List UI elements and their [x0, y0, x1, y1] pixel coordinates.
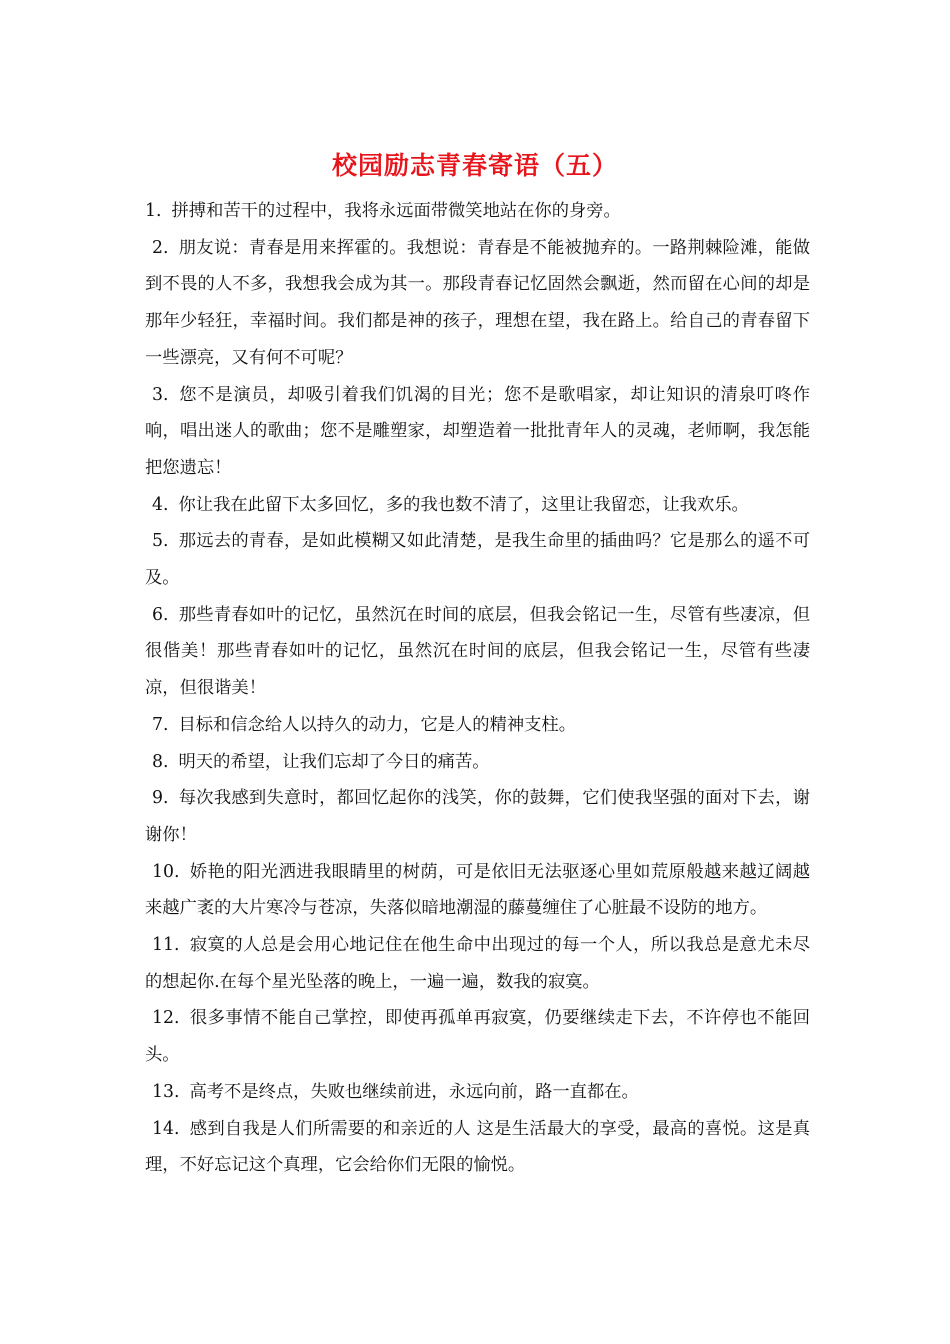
- document-title: 校园励志青春寄语（五）: [331, 151, 618, 180]
- item-number: 13.: [152, 1081, 180, 1102]
- list-item: [145, 597, 810, 707]
- item-number: 1.: [145, 201, 162, 221]
- item-number: 11.: [152, 935, 180, 956]
- item-text: 感到自我是人们所需要的和亲近的人 这是生活最大的享受，最高的喜悦。这是真理，不好忘记这个真理，它会给你们无限的愉悦。: [145, 1118, 810, 1176]
- list-item: [145, 193, 810, 230]
- item-number: 3.: [152, 384, 169, 405]
- item-text: 很多事情不能自己掌控，即使再孤单再寂寞，仍要继续走下去，不许停也不能回头。: [145, 1008, 810, 1066]
- item-number: 4.: [152, 494, 169, 515]
- list-item: [145, 230, 810, 377]
- item-number: 5.: [152, 531, 169, 552]
- list-item: [145, 854, 810, 927]
- item-number: 2.: [152, 237, 169, 258]
- item-number: 14.: [152, 1118, 180, 1139]
- item-text: 每次我感到失意时，都回忆起你的浅笑，你的鼓舞，它们使我坚强的面对下去，谢谢你！: [145, 788, 810, 845]
- list-item: [145, 744, 810, 781]
- item-text: 明天的希望，让我们忘却了今日的痛苦。: [178, 751, 490, 772]
- item-number: 7.: [152, 714, 169, 735]
- list-item: [145, 487, 810, 524]
- list-item: [145, 1111, 810, 1184]
- item-text: 娇艳的阳光洒进我眼睛里的树荫，可是依旧无法驱逐心里如荒原般越来越辽阔越来越广袤的大片寒冷与苍凉，失落似暗地潮湿的藤蔓缠住了心脏最不设防的地方。: [145, 861, 810, 919]
- item-text: 那远去的青春，是如此模糊又如此清楚，是我生命里的插曲吗？它是那么的遥不可及。: [145, 531, 810, 589]
- item-text: 目标和信念给人以持久的动力，它是人的精神支柱。: [178, 714, 576, 735]
- list-item: [145, 707, 810, 744]
- item-text: 寂寞的人总是会用心地记住在他生命中出现过的每一个人，所以我总是意尤未尽的想起你.在每个星光坠落的晚上，一遍一遍，数我的寂寞。: [145, 935, 810, 992]
- item-number: 10.: [152, 861, 180, 882]
- list-item: [145, 377, 810, 487]
- list-item: [145, 523, 810, 596]
- item-text: 朋友说：青春是用来挥霍的。我想说：青春是不能被抛弃的。一路荆棘险滩，能做到不畏的人不多，我想我会成为其一。那段青春记忆固然会飘逝，然而留在心间的却是那年少轻狂，幸福时间。我们都是神的孩子，理想在望，我在路上。给自己的青春留下一些漂亮，又有何不可呢？: [145, 237, 810, 368]
- item-text: 拼搏和苦干的过程中，我将永远面带微笑地站在你的身旁。: [171, 201, 621, 221]
- document-body: [145, 193, 810, 1184]
- item-text: 你让我在此留下太多回忆，多的我也数不清了，这里让我留恋，让我欢乐。: [178, 494, 749, 515]
- list-item: [145, 1074, 810, 1111]
- item-number: 12.: [152, 1008, 180, 1029]
- item-number: 8.: [152, 751, 169, 772]
- list-item: [145, 927, 810, 1000]
- list-item: [145, 780, 810, 853]
- item-text: 那些青春如叶的记忆，虽然沉在时间的底层，但我会铭记一生，尽管有些凄凉，但很偕美！那些青春如叶的记忆，虽然沉在时间的底层，但我会铭记一生，尽管有些凄凉，但很谐美！: [145, 604, 810, 699]
- item-text: 您不是演员，却吸引着我们饥渴的目光；您不是歌唱家，却让知识的清泉叮咚作响，唱出迷人的歌曲；您不是雕塑家，却塑造着一批批青年人的灵魂，老师啊，我怎能把您遗忘！: [145, 384, 810, 478]
- item-number: 9.: [152, 788, 169, 809]
- list-item: [145, 1000, 810, 1073]
- item-text: 高考不是终点，失败也继续前进，永远向前，路一直都在。: [189, 1081, 639, 1102]
- item-number: 6.: [152, 604, 169, 625]
